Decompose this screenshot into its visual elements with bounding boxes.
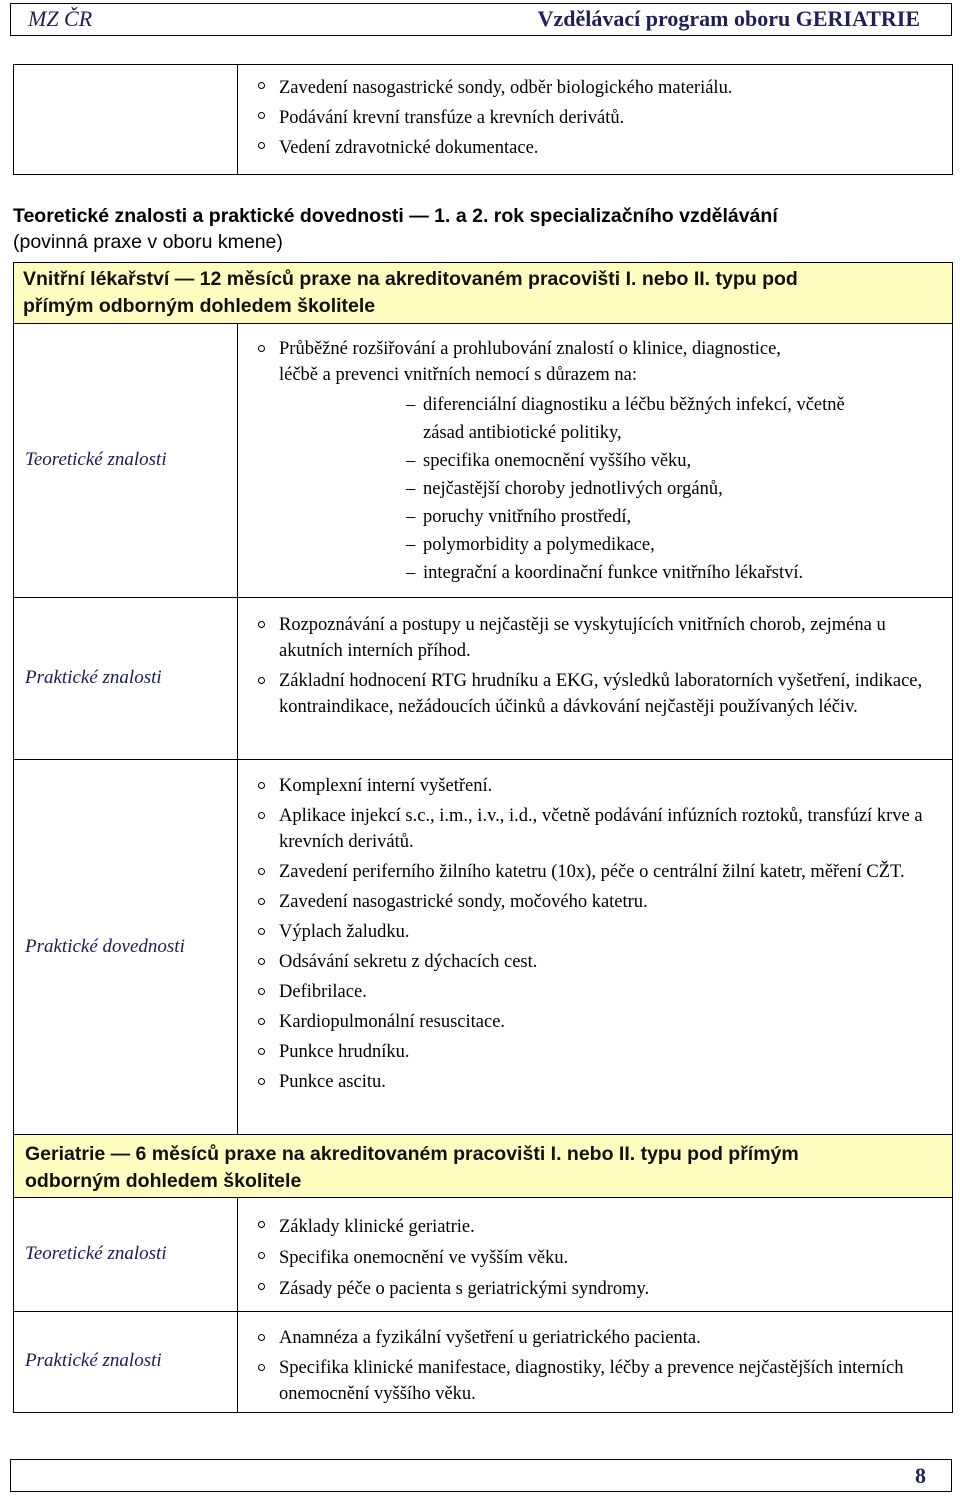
section-heading-line2: (povinná praxe v oboru kmene) xyxy=(13,231,283,253)
geriatrics-row-divider xyxy=(13,1311,953,1312)
list-item: Zásady péče o pacienta s geriatrickými syndromy. xyxy=(252,1274,942,1305)
internal-row-divider-2 xyxy=(13,759,953,760)
list-item: Specifika klinické manifestace, diagnostiky, léčby a prevence nejčastějších interních onemocnění vyššího věku. xyxy=(252,1355,942,1407)
header-left-text: MZ ČR xyxy=(28,6,93,31)
list-item: Vedení zdravotnické dokumentace. xyxy=(252,133,942,163)
list-item: Rozpoznávání a postupy u nejčastěji se vyskytujících vnitřních chorob, zejména u akutních interních příhod. xyxy=(252,612,942,664)
list-item: Anamnéza a fyzikální vyšetření u geriatrického pacienta. xyxy=(252,1325,942,1351)
list-item-continuation-text: zásad antibiotické politiky, xyxy=(423,423,622,443)
geriatrics-table-divider xyxy=(237,1197,238,1413)
list-item: Zavedení nasogastrické sondy, močového katetru. xyxy=(252,889,942,915)
list-item: – integrační a koordinační funkce vnitřního lékařství. xyxy=(406,559,951,587)
continued-table-divider xyxy=(237,64,238,175)
list-item: Defibrilace. xyxy=(252,979,942,1005)
list-item xyxy=(252,336,942,388)
practice-label: Praktické znalosti xyxy=(25,667,162,688)
list-item: Punkce ascitu. xyxy=(252,1069,942,1095)
theory-intro xyxy=(252,336,942,388)
list-item: Podávání krevní transfúze a krevních derivátů. xyxy=(252,103,942,133)
theory-intro-line1: Průběžné rozšiřování a prohlubování znalostí o klinice, diagnostice, xyxy=(279,339,781,359)
list-item: – polymorbidity a polymedikace, xyxy=(406,531,951,559)
internal-banner-line1: Vnitřní lékařství — 12 měsíců praxe na akreditovaném pracovišti I. nebo II. typu pod xyxy=(23,268,798,290)
section-heading-line1: Teoretické znalosti a praktické dovednosti — 1. a 2. rok specializačního vzdělávání xyxy=(13,205,778,227)
list-item: Komplexní interní vyšetření. xyxy=(252,773,942,799)
list-item: – nejčastější choroby jednotlivých orgánů, xyxy=(406,475,951,503)
theory-label: Teoretické znalosti xyxy=(25,449,167,470)
page-number: 8 xyxy=(915,1463,926,1488)
practice-list xyxy=(252,612,942,720)
internal-banner-line2: přímým odborným dohledem školitele xyxy=(23,295,376,317)
list-item: – specifika onemocnění vyššího věku, xyxy=(406,447,951,475)
section-heading xyxy=(13,203,948,255)
list-item: Punkce hrudníku. xyxy=(252,1039,942,1065)
header-title: Vzdělávací program oboru GERIATRIE xyxy=(537,6,920,31)
internal-medicine-banner xyxy=(13,262,953,324)
list-item: Výplach žaludku. xyxy=(252,919,942,945)
list-item: – diferenciální diagnostiku a léčbu běžných infekcí, včetně xyxy=(406,391,951,419)
theory-emphasis-list xyxy=(406,391,951,587)
list-item: Specifika onemocnění ve vyšším věku. xyxy=(252,1243,942,1274)
list-item: Kardiopulmonální resuscitace. xyxy=(252,1009,942,1035)
geriatrics-practice-list xyxy=(252,1325,942,1407)
internal-table-divider xyxy=(237,323,238,1135)
geriatrics-theory-label: Teoretické znalosti xyxy=(25,1243,167,1264)
internal-row-divider-1 xyxy=(13,597,953,598)
list-item: Aplikace injekcí s.c., i.m., i.v., i.d., včetně podávání infúzních roztoků, transfúzí krve a krevních derivátů. xyxy=(252,803,942,855)
list-item: Odsávání sekretu z dýchacích cest. xyxy=(252,949,942,975)
continued-skills-list xyxy=(252,73,942,163)
list-item: Základy klinické geriatrie. xyxy=(252,1212,942,1243)
list-item-continuation xyxy=(406,419,951,447)
theory-intro-line2: léčbě a prevenci vnitřních nemocí s důrazem na: xyxy=(279,365,638,385)
geriatrics-banner xyxy=(13,1134,953,1198)
geriatrics-banner-line2: odborným dohledem školitele xyxy=(25,1170,302,1192)
page-footer xyxy=(10,1459,952,1492)
geriatrics-banner-line1: Geriatrie — 6 měsíců praxe na akreditovaném pracovišti I. nebo II. typu pod přímým xyxy=(25,1143,799,1165)
geriatrics-theory-list xyxy=(252,1212,942,1305)
skills-list xyxy=(252,773,942,1095)
list-item: Zavedení periferního žilního katetru (10x), péče o centrální žilní katetr, měření CŽT. xyxy=(252,859,942,885)
list-item: Zavedení nasogastrické sondy, odběr biologického materiálu. xyxy=(252,73,942,103)
list-item: Základní hodnocení RTG hrudníku a EKG, výsledků laboratorních vyšetření, indikace, kontraindikace, nežádoucích účinků a dávkování nejčastěji používaných léčiv. xyxy=(252,668,942,720)
list-item: – poruchy vnitřního prostředí, xyxy=(406,503,951,531)
geriatrics-practice-label: Praktické znalosti xyxy=(25,1350,162,1371)
skills-label: Praktické dovednosti xyxy=(25,936,185,957)
